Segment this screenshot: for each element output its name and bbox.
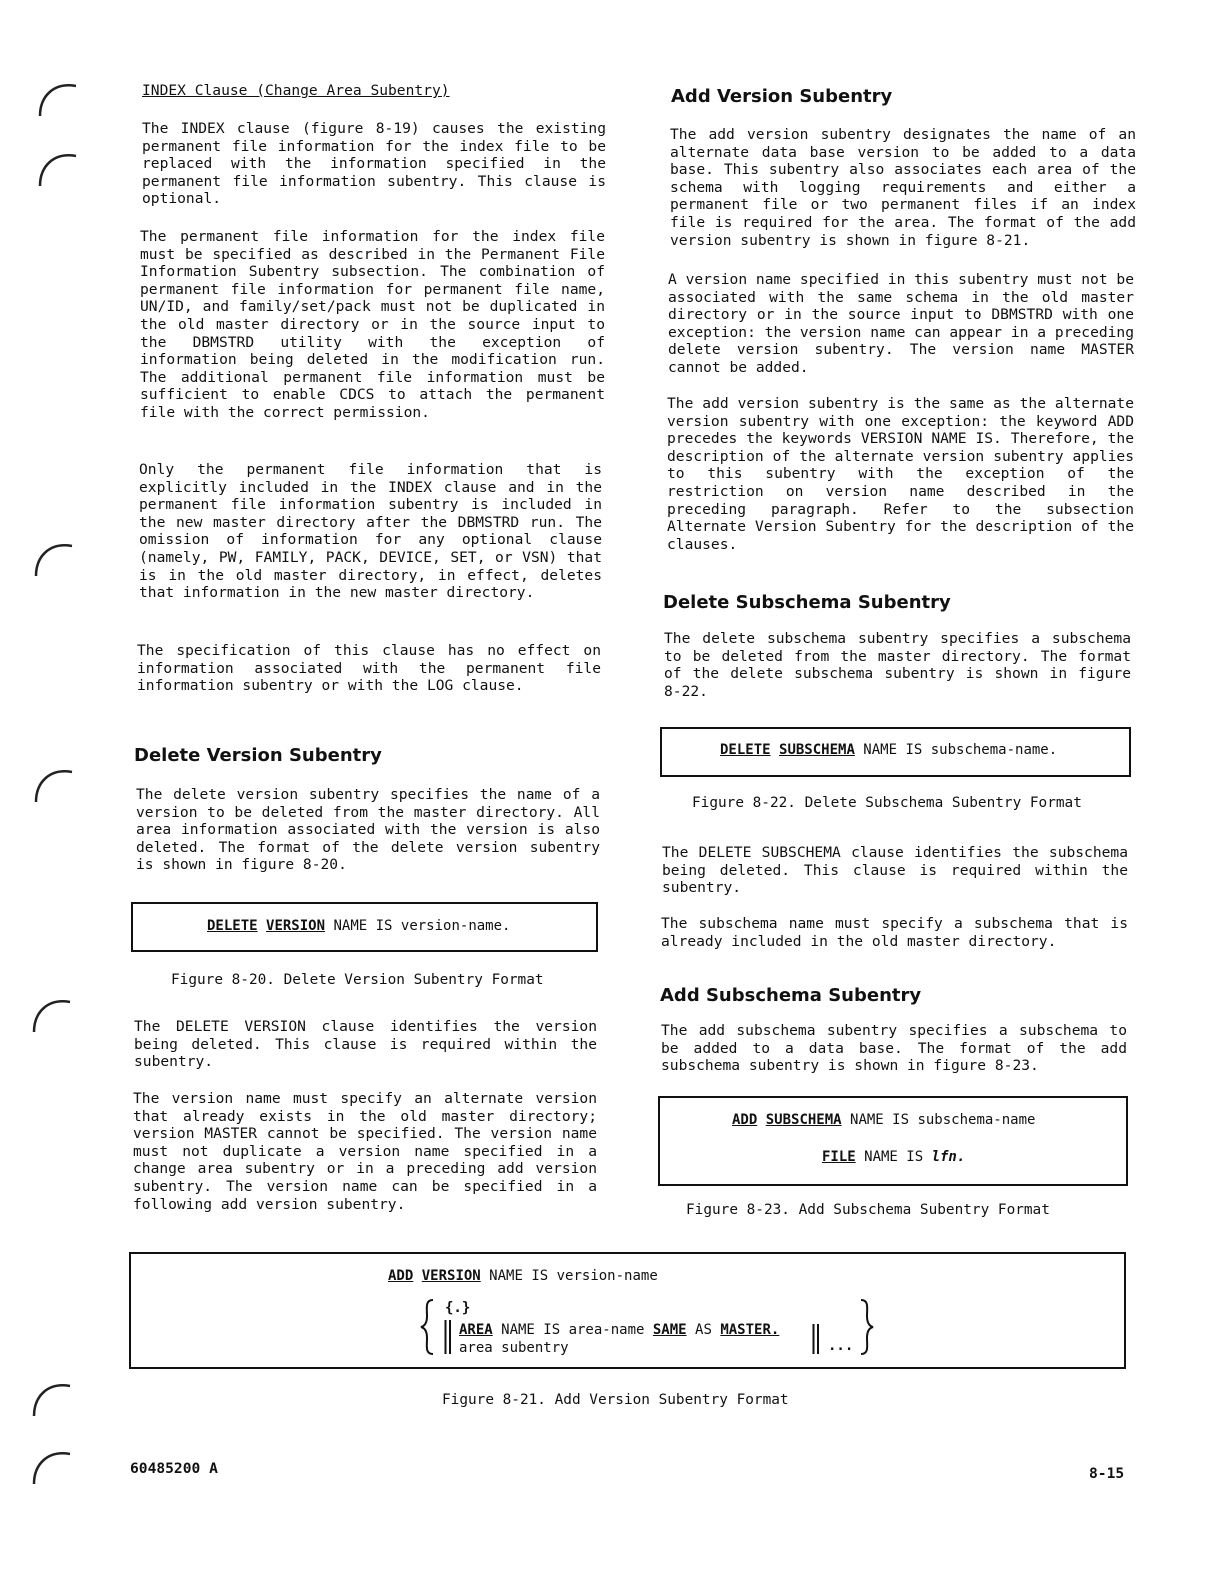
add-subschema-format-line-1	[732, 1112, 1035, 1128]
keyword-file: FILE	[822, 1149, 856, 1165]
delete-version-heading: Delete Version Subentry	[134, 745, 382, 766]
delete-subschema-paragraph-2: The DELETE SUBSCHEMA clause identifies the subschema being deleted. This clause is required within the subentry.	[662, 844, 1128, 897]
keyword-add: ADD	[732, 1112, 758, 1128]
format-rest: NAME IS subschema-name	[841, 1112, 1036, 1128]
figure-8-22-box	[660, 727, 1131, 777]
double-bar-icon	[812, 1324, 820, 1354]
document-number: 60485200 A	[130, 1460, 218, 1477]
delete-version-paragraph-1: The delete version subentry specifies the name of a version to be deleted from the master directory. All area information associated with the version is also deleted. The format of the delete version subentry is shown in figure 8-20.	[136, 786, 600, 874]
binder-hole-icon	[32, 538, 74, 580]
keyword-master: MASTER.	[720, 1322, 780, 1338]
keyword-same: SAME	[652, 1322, 687, 1338]
format-rest: NAME IS version-name.	[325, 918, 511, 934]
binder-hole-icon	[36, 148, 78, 190]
index-clause-heading: INDEX Clause (Change Area Subentry)	[142, 82, 450, 99]
index-clause-paragraph-3: Only the permanent file information that is explicitly included in the INDEX clause and in the permanent file information subentry is included in the new master directory after the DBMSTRD run. The omission of information for any optional clause (namely, PW, FAMILY, PACK, DEVICE, SET, or VSN) that is in the old master directory, in effect, deletes that information in the new master directory.	[139, 461, 602, 602]
add-version-format-line-1	[388, 1268, 658, 1284]
area-clause	[459, 1322, 779, 1338]
add-version-paragraph-1: The add version subentry designates the name of an alternate data base version to be added to a data base. This subentry also associates each area of the schema with logging requirements and either a permanent file or two permanent files if an index file is required for the area. The format of the add version subentry is shown in figure 8-21.	[670, 126, 1136, 249]
add-subschema-format-line-2	[822, 1149, 965, 1165]
binder-hole-icon	[32, 764, 74, 806]
index-clause-paragraph-2: The permanent file information for the index file must be specified as described in the Permanent File Information Subentry subsection. The combination of permanent file information for permanent file name, UN/ID, and family/set/pack must not be duplicated in the old master directory or in the source input to the DBMSTRD utility with the exception of information being deleted in the modification run. The additional permanent file information must be sufficient to enable CDCS to attach the permanent file with the correct permission.	[140, 228, 605, 421]
figure-8-21-caption: Figure 8-21. Add Version Subentry Format	[442, 1392, 789, 1408]
page-number: 8-15	[1089, 1465, 1125, 1482]
figure-8-21-box	[129, 1252, 1126, 1369]
add-subschema-heading: Add Subschema Subentry	[660, 985, 922, 1006]
delete-subschema-format	[720, 742, 1057, 758]
figure-8-22-caption: Figure 8-22. Delete Subschema Subentry Format	[692, 795, 1082, 811]
as-text: AS	[686, 1322, 721, 1338]
keyword-version: VERSION	[421, 1268, 481, 1284]
keyword-delete: DELETE	[720, 742, 771, 758]
keyword-area: AREA	[459, 1322, 493, 1338]
format-rest: NAME IS subschema-name.	[854, 742, 1058, 758]
delete-subschema-heading: Delete Subschema Subentry	[663, 592, 951, 613]
add-version-paragraph-3: The add version subentry is the same as the alternate version subentry with one exception: the keyword ADD precedes the keywords VERSION NAME IS. Therefore, the description of the alternate version subentry applies to this subentry with the exception of the restriction on version name described in the preceding paragraph. Refer to the subsection Alternate Version Subentry for the description of the clauses.	[667, 395, 1134, 553]
delete-version-paragraph-3: The version name must specify an alternate version that already exists in the old master directory; version MASTER cannot be specified. The version name must not duplicate a version name specified in a change area subentry or in a preceding add version subentry. The version name can be specified in a following add version subentry.	[133, 1090, 597, 1213]
binder-hole-icon	[36, 78, 78, 120]
left-brace-icon	[419, 1298, 435, 1356]
add-version-paragraph-2: A version name specified in this subentry must not be associated with the same schema in the old master directory or in the source input to DBMSTRD with one exception: the version name can appear in a preceding delete version subentry. The version name MASTER cannot be added.	[668, 271, 1134, 376]
area-subentry-text: area subentry	[459, 1340, 569, 1356]
optional-period: {.}	[445, 1300, 471, 1316]
keyword-version: VERSION	[266, 918, 326, 934]
delete-subschema-paragraph-1: The delete subschema subentry specifies a subschema to be deleted from the master directory. The format of the delete subschema subentry is shown in figure 8-22.	[664, 630, 1131, 700]
add-version-heading: Add Version Subentry	[671, 86, 893, 107]
delete-version-format	[207, 918, 510, 934]
index-clause-paragraph-1: The INDEX clause (figure 8-19) causes the existing permanent file information for the index file to be replaced with the information specified in the permanent file information subentry. This clause is optional.	[142, 120, 606, 208]
figure-8-23-caption: Figure 8-23. Add Subschema Subentry Format	[686, 1202, 1050, 1218]
binder-hole-icon	[30, 1446, 72, 1488]
index-clause-paragraph-4: The specification of this clause has no effect on information associated with the permanent file information subentry or with the LOG clause.	[137, 642, 601, 695]
format-rest: NAME IS	[855, 1149, 932, 1165]
keyword-subschema: SUBSCHEMA	[765, 1112, 842, 1128]
binder-hole-icon	[30, 994, 72, 1036]
lfn-value: lfn.	[931, 1149, 966, 1165]
figure-8-23-box	[658, 1096, 1128, 1186]
delete-version-paragraph-2: The DELETE VERSION clause identifies the version being deleted. This clause is required within the subentry.	[134, 1018, 597, 1071]
figure-8-20-caption: Figure 8-20. Delete Version Subentry Format	[171, 972, 544, 988]
delete-subschema-paragraph-3: The subschema name must specify a subschema that is already included in the old master directory.	[661, 915, 1128, 950]
right-brace-icon	[859, 1298, 875, 1356]
repeat-ellipsis: ...	[828, 1338, 854, 1354]
format-rest: NAME IS version-name	[480, 1268, 658, 1284]
figure-8-20-box	[131, 902, 598, 952]
keyword-add: ADD	[388, 1268, 414, 1284]
binder-hole-icon	[30, 1378, 72, 1420]
area-name-text: NAME IS area-name	[492, 1322, 653, 1338]
add-subschema-paragraph-1: The add subschema subentry specifies a subschema to be added to a data base. The format of the add subschema subentry is shown in figure 8-23.	[661, 1022, 1127, 1075]
keyword-subschema: SUBSCHEMA	[779, 742, 855, 758]
double-bar-icon	[444, 1320, 452, 1354]
keyword-delete: DELETE	[207, 918, 258, 934]
